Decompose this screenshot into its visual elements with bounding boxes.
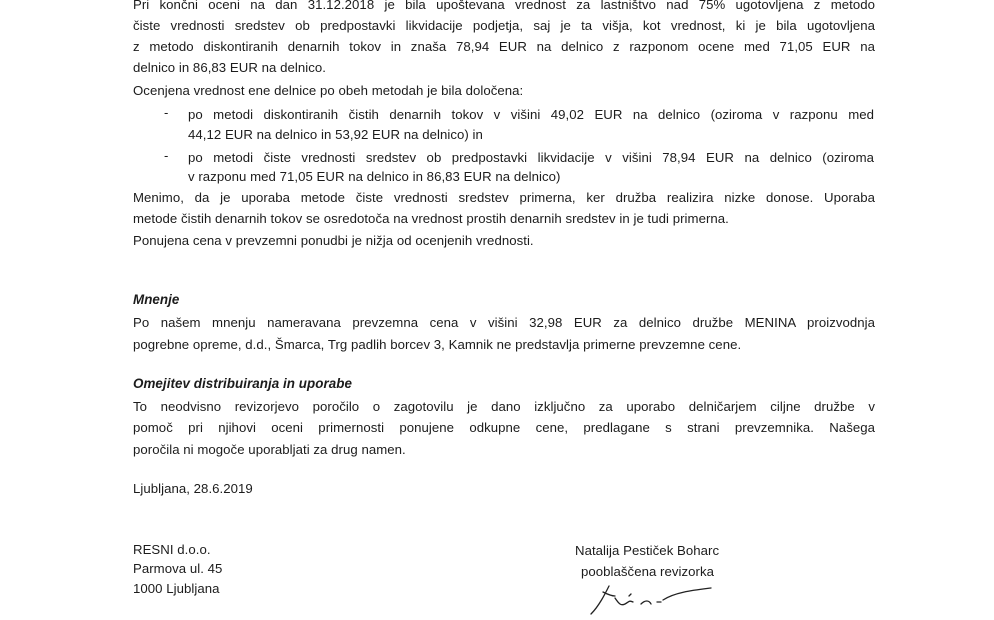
paragraph2-intro: Ocenjena vrednost ene delnice po obeh metodah je bila določena: <box>133 83 524 98</box>
restriction-line-1: To neodvisno revizorjevo poročilo o zagotovilu je dano izključno za uporabo delničarjem ciljne družbe v <box>133 399 875 414</box>
paragraph1-line-4: delnico in 86,83 EUR na delnico. <box>133 60 326 75</box>
opinion-line-2: pogrebne opreme, d.d., Šmarca, Trg padlih borcev 3, Kamnik ne predstavlja primerne prevzemne cene. <box>133 337 742 352</box>
opinion-heading: Mnenje <box>133 292 180 307</box>
bullet-marker-2: - <box>164 148 169 163</box>
bullet-2-line-1: po metodi čiste vrednosti sredstev ob predpostavki likvidacije v višini 78,94 EUR na delnico (oziroma <box>188 150 874 165</box>
bullet-marker-1: - <box>164 105 169 120</box>
restriction-heading: Omejitev distribuiranja in uporabe <box>133 376 352 391</box>
company-city: 1000 Ljubljana <box>133 581 220 596</box>
company-name: RESNI d.o.o. <box>133 542 211 557</box>
auditor-title: pooblaščena revizorka <box>581 564 715 579</box>
handwritten-signature <box>585 582 715 618</box>
bullet-2-line-2: v razponu med 71,05 EUR na delnico in 86,83 EUR na delnico) <box>188 169 561 184</box>
auditor-name: Natalija Pestiček Boharc <box>575 543 720 558</box>
bullet-1-line-1: po metodi diskontiranih čistih denarnih tokov v višini 49,02 EUR na delnico (oziroma v razponu med <box>188 107 874 122</box>
paragraph3-line-1: Menimo, da je uporaba metode čiste vrednosti sredstev primerna, ker družba realizira nizke donose. Uporaba <box>133 190 875 205</box>
restriction-line-2: pomoč pri njihovi oceni primernosti ponujene odkupne cene, predlagane s strani prevzemnika. Našega <box>133 420 875 435</box>
bullet-1-line-2: 44,12 EUR na delnico in 53,92 EUR na delnico) in <box>188 127 483 142</box>
place-date: Ljubljana, 28.6.2019 <box>133 481 253 496</box>
paragraph1-line-2: čiste vrednosti sredstev ob predpostavki likvidacije podjetja, saj je ta višja, kot vrednost, ki je bila ugotovljena <box>133 18 875 33</box>
paragraph3-line-2: metode čistih denarnih tokov se osredotoča na vrednost prostih denarnih sredstev in je tudi primerna. <box>133 211 729 226</box>
company-street: Parmova ul. 45 <box>133 561 223 576</box>
restriction-line-3: poročila ni mogoče uporabljati za drug namen. <box>133 442 406 457</box>
opinion-line-1: Po našem mnenju nameravana prevzemna cena v višini 32,98 EUR za delnico družbe MENINA proizvodnja <box>133 315 875 330</box>
paragraph3-line-3: Ponujena cena v prevzemni ponudbi je nižja od ocenjenih vrednosti. <box>133 233 534 248</box>
paragraph1-line-3: z metodo diskontiranih denarnih tokov in znaša 78,94 EUR na delnico z razponom ocene med 71,05 EUR na <box>133 39 875 54</box>
paragraph1-line-1: Pri končni oceni na dan 31.12.2018 je bila upoštevana vrednost za lastništvo nad 75% ugotovljena z metodo <box>133 0 875 12</box>
